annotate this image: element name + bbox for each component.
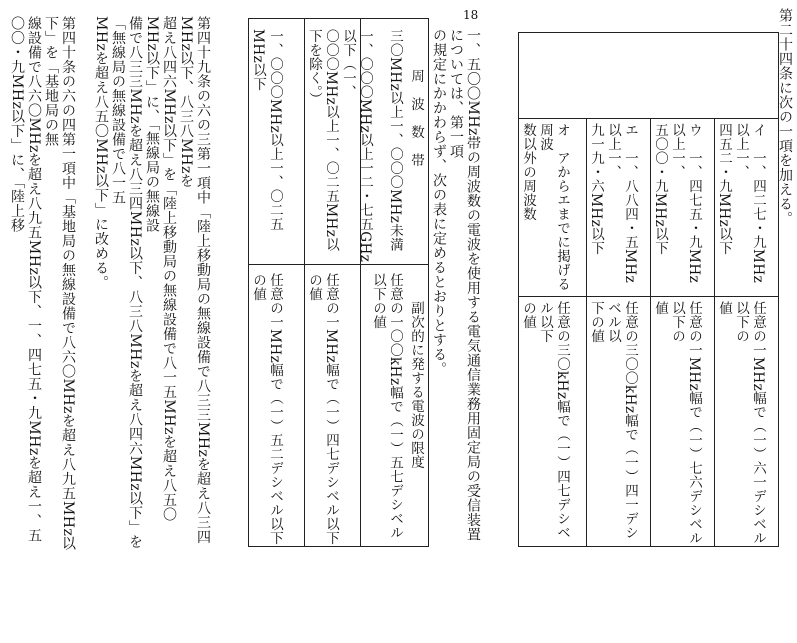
article24-intro: 第二十四条に次の一項を加える。 bbox=[777, 8, 793, 226]
right-table-limit-e: 任意の三〇〇kHz幅で（一）四一デシベル以 下の値 bbox=[587, 297, 651, 547]
limit-cell-2: 任意の一MHz幅で（一）四七デシベル以下の値 bbox=[305, 265, 361, 547]
band-cell-2: 一、〇〇〇MHz以上一二・七五GHz以下（一、 〇〇〇MHz以上一、〇二五MHz以下を除く。） bbox=[305, 19, 361, 265]
main-frequency-table bbox=[248, 18, 429, 547]
right-table-band-i: イ 一、四二七・九MHz以上一、 四五二・九MHz以下 bbox=[715, 119, 779, 297]
right-table-band-e: エ 一、八八四・五MHz以上一、 九一九・六MHz以下 bbox=[587, 119, 651, 297]
right-table-limit-u: 任意の一MHz幅で（一）七六デシベル以下の 値 bbox=[651, 297, 715, 547]
article-49-6-3: 第四十九条の六の三第一項中「陸上移動局の無線設備で八三三MHzを超え八三四MHz以下、八三八MHzを 超え八四六MHz以下」を「陸上移動局の無線設備で八一五MHzを超え八五〇MHz以下」に、「無線局の無線設 備で八三三MHzを超え八三四MHz以下、八三八MHzを超え八四六MHz以下」を「無線局の無線設備で八一五 MHzを超え八五〇MHz以下」に改める。 bbox=[93, 16, 211, 550]
paragraph-18: 一、五〇〇MHz帯の周波数の電波を使用する電気通信業務用固定局の受信装置については、第一項 の規定にかかわらず、次の表に定めるとおりとする。 bbox=[431, 28, 481, 542]
right-table-band-u: ウ 一、四七五・九MHz以上一、 五〇〇・九MHz以下 bbox=[651, 119, 715, 297]
page-number: 18 bbox=[463, 8, 479, 22]
right-frequency-table bbox=[518, 32, 779, 547]
right-table-limit-i: 任意の一MHz幅で（一）六一デシベル以下の 値 bbox=[715, 297, 779, 547]
right-table-top-band bbox=[519, 33, 779, 119]
article-40-6-4: 第四十条の六の四第一項中「基地局の無線設備で八六〇MHzを超え八九五MHz以下」を「基地局の無 線設備で八六〇MHzを超え八九五MHz以下、一、四七五・九MHzを超え一、五〇〇・九MHz以下」に、「陸上移 bbox=[9, 16, 76, 551]
limit-cell-3: 任意の一MHz幅で（一）五二デシベル以下の値 bbox=[249, 265, 305, 547]
band-cell-3: 一、〇〇〇MHz以上一、〇二五MHz以下 bbox=[249, 19, 305, 265]
right-table-limit-o: 任意の三〇kHz幅で（一）四七デシベル以下 の値 bbox=[519, 297, 587, 547]
right-table-band-o: オ アからエまでに掲げる周波 数以外の周波数 bbox=[519, 119, 587, 297]
limit-cell-1: 任意の一〇〇kHz幅で（一）五七デシベル以下の値 bbox=[370, 273, 403, 540]
band-cell-1: 三〇MHz以上一、〇〇〇MHz未満 bbox=[387, 29, 403, 252]
limit-header: 副次的に発する電波の限度 bbox=[408, 301, 424, 469]
band-header: 周 波 数 帯 bbox=[408, 69, 424, 167]
limit-column-head bbox=[361, 265, 429, 547]
